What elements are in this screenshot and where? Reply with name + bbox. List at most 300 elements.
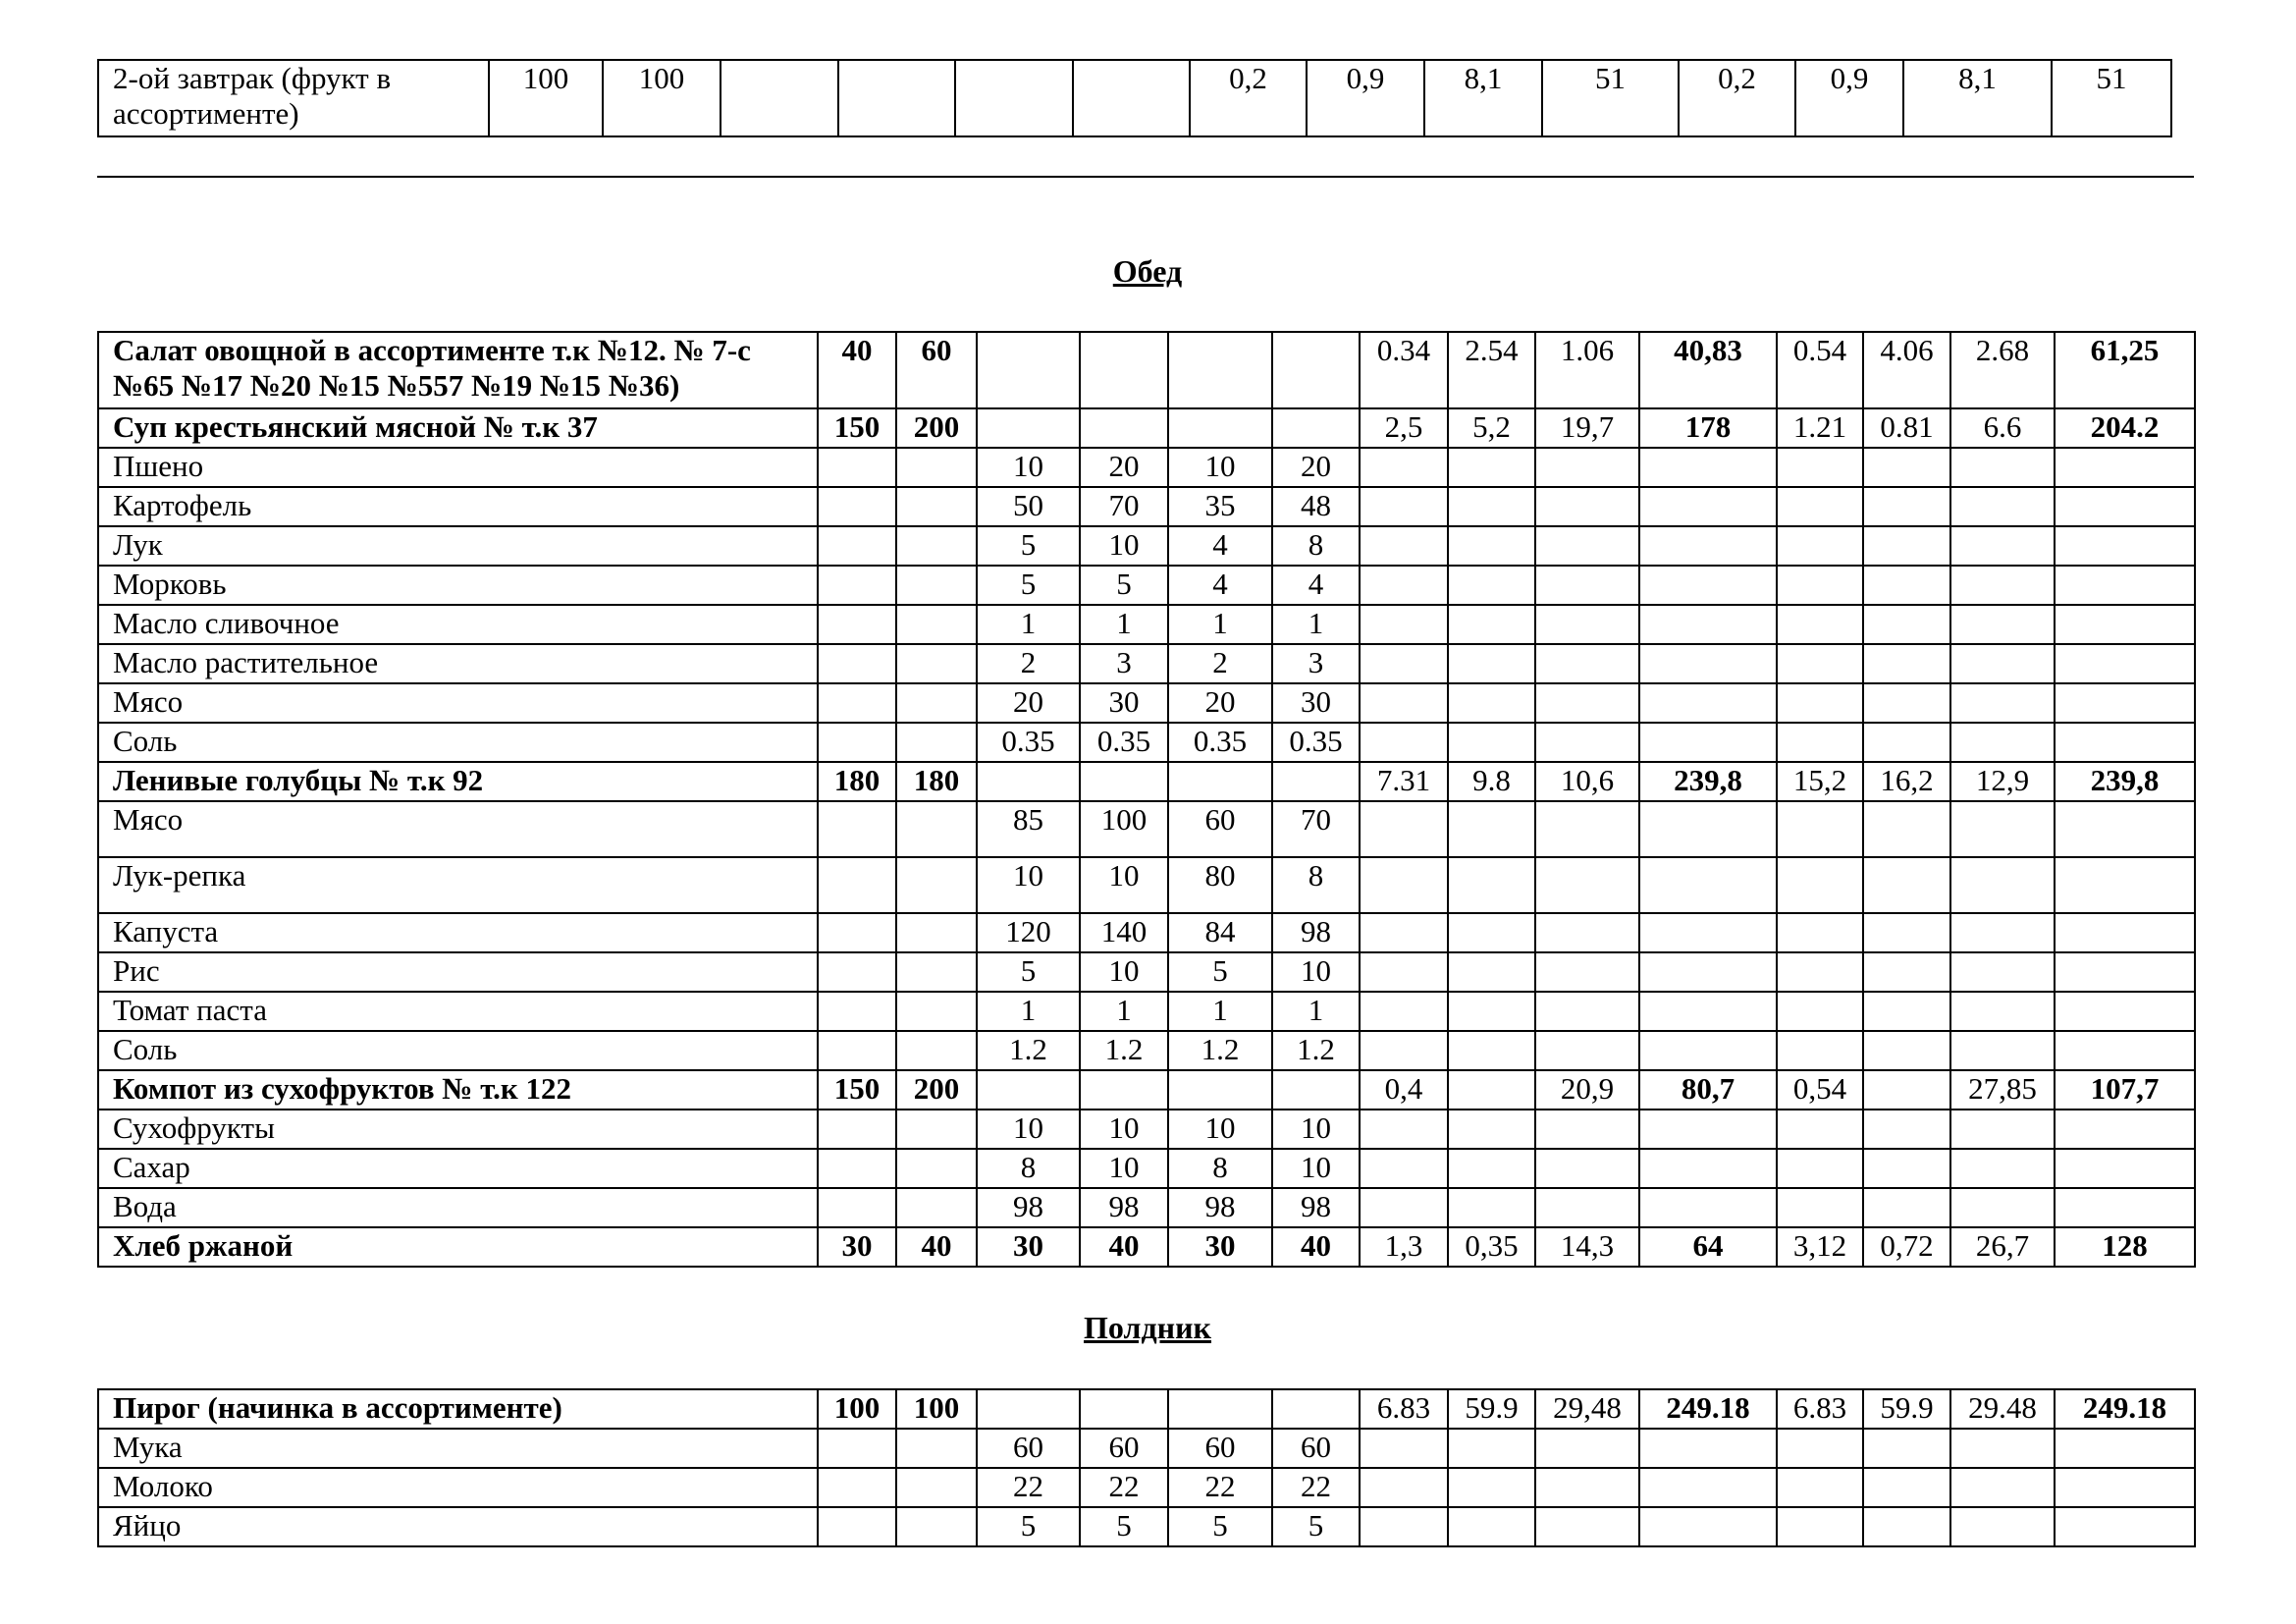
value-cell [1639,1188,1777,1227]
value-cell: 100 [818,1389,896,1429]
value-cell: 0,4 [1360,1070,1448,1110]
dish-name-cell: Мясо [98,801,818,857]
value-cell [955,60,1073,136]
value-cell [1168,762,1272,801]
value-cell [1360,487,1448,526]
value-cell: 19,7 [1535,408,1639,448]
table-row [98,1031,2195,1070]
value-cell: 20 [1272,448,1360,487]
value-cell [1448,644,1535,683]
value-cell: 7.31 [1360,762,1448,801]
value-cell [1360,913,1448,952]
value-cell [1448,1149,1535,1188]
value-cell [1448,1188,1535,1227]
value-cell: 0.35 [1168,723,1272,762]
value-cell: 98 [1080,1188,1168,1227]
value-cell [1448,1070,1535,1110]
value-cell: 100 [1080,801,1168,857]
value-cell [896,1468,977,1507]
value-cell: 10,6 [1535,762,1639,801]
value-cell: 204.2 [2055,408,2195,448]
value-cell [2055,605,2195,644]
value-cell [838,60,955,136]
value-cell [1777,1110,1863,1149]
value-cell [1073,60,1190,136]
value-cell [1777,801,1863,857]
value-cell [1080,1070,1168,1110]
value-cell: 2 [1168,644,1272,683]
snack-table [97,1388,2196,1547]
value-cell [896,857,977,913]
value-cell: 40 [896,1227,977,1267]
table-row [98,913,2195,952]
value-cell: 3,12 [1777,1227,1863,1267]
value-cell [1535,1507,1639,1546]
table-row [98,526,2195,566]
value-cell [1639,644,1777,683]
value-cell [1639,1149,1777,1188]
value-cell: 29.48 [1950,1389,2055,1429]
value-cell [2055,448,2195,487]
value-cell [818,1468,896,1507]
value-cell: 1.2 [1168,1031,1272,1070]
value-cell: 0.34 [1360,332,1448,408]
value-cell [1080,332,1168,408]
value-cell [1777,605,1863,644]
value-cell [1777,1149,1863,1188]
value-cell [1448,1110,1535,1149]
value-cell [1863,526,1950,566]
table-row [98,857,2195,913]
value-cell [896,683,977,723]
value-cell: 1 [977,992,1080,1031]
value-cell [1360,857,1448,913]
value-cell: 1 [1272,992,1360,1031]
value-cell: 1.06 [1535,332,1639,408]
table-row [98,1227,2195,1267]
value-cell [977,762,1080,801]
dish-name-cell: Салат овощной в ассортименте т.к №12. № 7-с №65 №17 №20 №15 №557 №19 №15 №36) [98,332,818,408]
value-cell [1535,1110,1639,1149]
dish-name-cell: Масло сливочное [98,605,818,644]
value-cell [1272,762,1360,801]
value-cell [1272,1389,1360,1429]
value-cell: 5 [977,566,1080,605]
value-cell [896,1507,977,1546]
table-row [98,1110,2195,1149]
value-cell [1639,1507,1777,1546]
section-divider [97,176,2194,178]
value-cell [1360,1110,1448,1149]
value-cell [2055,992,2195,1031]
value-cell [1863,1429,1950,1468]
value-cell [1639,1468,1777,1507]
value-cell: 1 [1272,605,1360,644]
value-cell [1535,857,1639,913]
value-cell [1360,1429,1448,1468]
value-cell: 40 [1080,1227,1168,1267]
value-cell [1360,605,1448,644]
value-cell [1950,1507,2055,1546]
value-cell [1777,1468,1863,1507]
value-cell: 5 [977,952,1080,992]
value-cell [1950,448,2055,487]
dish-name-cell: Пирог (начинка в ассортименте) [98,1389,818,1429]
value-cell [1360,801,1448,857]
value-cell: 180 [896,762,977,801]
table-row [98,1429,2195,1468]
value-cell: 8 [1272,526,1360,566]
value-cell [818,605,896,644]
value-cell: 128 [2055,1227,2195,1267]
dish-name-cell: Капуста [98,913,818,952]
dish-name-cell: Лук [98,526,818,566]
value-cell: 4 [1272,566,1360,605]
value-cell: 98 [1168,1188,1272,1227]
value-cell [1448,487,1535,526]
value-cell [1639,952,1777,992]
value-cell [1448,1031,1535,1070]
value-cell [818,1507,896,1546]
value-cell: 85 [977,801,1080,857]
value-cell: 8,1 [1424,60,1542,136]
value-cell [896,1149,977,1188]
value-cell [1535,801,1639,857]
value-cell: 29,48 [1535,1389,1639,1429]
value-cell: 10 [1168,1110,1272,1149]
value-cell [1950,1149,2055,1188]
value-cell [721,60,838,136]
value-cell [1863,448,1950,487]
value-cell [1448,448,1535,487]
value-cell [1448,605,1535,644]
value-cell [2055,526,2195,566]
value-cell: 60 [896,332,977,408]
value-cell [1639,605,1777,644]
value-cell [1950,487,2055,526]
value-cell: 2.68 [1950,332,2055,408]
value-cell: 20,9 [1535,1070,1639,1110]
value-cell [1360,526,1448,566]
value-cell [1777,1188,1863,1227]
value-cell [1080,1389,1168,1429]
value-cell [818,1188,896,1227]
value-cell: 200 [896,408,977,448]
value-cell: 10 [1272,952,1360,992]
value-cell [2055,857,2195,913]
value-cell [818,992,896,1031]
value-cell: 0,72 [1863,1227,1950,1267]
dish-name-cell: Мука [98,1429,818,1468]
value-cell [818,857,896,913]
value-cell: 64 [1639,1227,1777,1267]
value-cell: 4 [1168,566,1272,605]
value-cell: 26,7 [1950,1227,2055,1267]
value-cell [1950,566,2055,605]
value-cell: 4.06 [1863,332,1950,408]
value-cell [1535,448,1639,487]
value-cell [1535,1429,1639,1468]
value-cell [1535,1031,1639,1070]
value-cell: 60 [1272,1429,1360,1468]
value-cell [1950,644,2055,683]
value-cell [2055,913,2195,952]
value-cell: 1 [1168,605,1272,644]
value-cell [818,952,896,992]
value-cell: 140 [1080,913,1168,952]
value-cell [1863,1468,1950,1507]
value-cell [1080,762,1168,801]
table-row [98,1149,2195,1188]
value-cell: 5 [977,526,1080,566]
value-cell [1448,566,1535,605]
dish-name-cell: Сухофрукты [98,1110,818,1149]
value-cell [1777,487,1863,526]
dish-name-cell: Компот из сухофруктов № т.к 122 [98,1070,818,1110]
value-cell [818,448,896,487]
value-cell [1950,801,2055,857]
value-cell [1777,1507,1863,1546]
value-cell: 30 [818,1227,896,1267]
value-cell: 16,2 [1863,762,1950,801]
value-cell [896,487,977,526]
value-cell: 1 [977,605,1080,644]
table-row [98,1507,2195,1546]
value-cell [1448,1429,1535,1468]
value-cell [1272,332,1360,408]
value-cell [1639,913,1777,952]
value-cell [1168,408,1272,448]
value-cell: 22 [1168,1468,1272,1507]
value-cell: 20 [1168,683,1272,723]
value-cell: 10 [1080,1110,1168,1149]
value-cell: 30 [1080,683,1168,723]
value-cell [1863,683,1950,723]
value-cell [1863,487,1950,526]
value-cell [1777,683,1863,723]
dish-name-cell: Сахар [98,1149,818,1188]
value-cell [1863,1031,1950,1070]
table-row [98,762,2195,801]
value-cell [896,566,977,605]
value-cell [1950,526,2055,566]
value-cell [1639,683,1777,723]
value-cell [1535,1149,1639,1188]
value-cell [1863,952,1950,992]
value-cell [1535,1188,1639,1227]
dish-name-cell: Мясо [98,683,818,723]
value-cell [1777,1031,1863,1070]
value-cell [1360,1149,1448,1188]
dish-name-cell: Ленивые голубцы № т.к 92 [98,762,818,801]
value-cell [2055,801,2195,857]
dish-name-cell: Хлеб ржаной [98,1227,818,1267]
value-cell: 107,7 [2055,1070,2195,1110]
dish-name-cell: Картофель [98,487,818,526]
value-cell: 10 [1080,952,1168,992]
value-cell: 6.6 [1950,408,2055,448]
value-cell [1863,1149,1950,1188]
value-cell [1950,952,2055,992]
dish-name-cell: Морковь [98,566,818,605]
dish-name-cell: Лук-репка [98,857,818,913]
value-cell: 8 [1168,1149,1272,1188]
value-cell [896,992,977,1031]
value-cell [1950,1031,2055,1070]
table-row [98,1070,2195,1110]
value-cell: 5 [1168,952,1272,992]
value-cell [977,1070,1080,1110]
value-cell: 84 [1168,913,1272,952]
value-cell: 30 [1272,683,1360,723]
value-cell [1360,1507,1448,1546]
value-cell [818,801,896,857]
value-cell: 20 [1080,448,1168,487]
value-cell: 1.21 [1777,408,1863,448]
value-cell: 70 [1080,487,1168,526]
value-cell: 22 [1272,1468,1360,1507]
value-cell: 10 [1168,448,1272,487]
value-cell: 5 [1168,1507,1272,1546]
value-cell: 1 [1080,605,1168,644]
value-cell: 4 [1168,526,1272,566]
value-cell [1777,857,1863,913]
value-cell [2055,487,2195,526]
value-cell: 10 [977,857,1080,913]
dish-name-cell: Томат паста [98,992,818,1031]
value-cell: 2 [977,644,1080,683]
value-cell [2055,1149,2195,1188]
value-cell: 98 [977,1188,1080,1227]
value-cell [1448,1507,1535,1546]
value-cell [1448,526,1535,566]
table-row [98,952,2195,992]
value-cell: 9.8 [1448,762,1535,801]
value-cell: 48 [1272,487,1360,526]
value-cell: 0,54 [1777,1070,1863,1110]
value-cell: 0,2 [1679,60,1795,136]
value-cell [1777,952,1863,992]
value-cell [1535,605,1639,644]
value-cell: 5 [1080,566,1168,605]
value-cell: 40 [818,332,896,408]
value-cell [1535,913,1639,952]
value-cell: 8 [977,1149,1080,1188]
value-cell: 150 [818,408,896,448]
value-cell [2055,644,2195,683]
value-cell [1448,857,1535,913]
value-cell [896,1429,977,1468]
value-cell [1950,1429,2055,1468]
dish-name-cell: Яйцо [98,1507,818,1546]
value-cell: 5 [1080,1507,1168,1546]
value-cell [1360,448,1448,487]
value-cell: 5 [977,1507,1080,1546]
value-cell [2055,1507,2195,1546]
value-cell [1777,566,1863,605]
value-cell: 120 [977,913,1080,952]
value-cell: 59.9 [1448,1389,1535,1429]
value-cell [2055,1429,2195,1468]
value-cell [818,487,896,526]
value-cell: 100 [603,60,721,136]
value-cell [1950,1468,2055,1507]
dish-name-cell: 2-ой завтрак (фрукт в ассортименте) [98,60,489,136]
value-cell [1863,605,1950,644]
value-cell [1950,683,2055,723]
value-cell: 60 [1080,1429,1168,1468]
value-cell [2055,952,2195,992]
value-cell: 249.18 [2055,1389,2195,1429]
value-cell: 10 [977,1110,1080,1149]
value-cell: 35 [1168,487,1272,526]
value-cell [818,683,896,723]
value-cell [1639,857,1777,913]
value-cell: 5,2 [1448,408,1535,448]
value-cell [1639,1429,1777,1468]
table-row [98,723,2195,762]
value-cell [818,1429,896,1468]
value-cell [1168,1389,1272,1429]
value-cell [1272,1070,1360,1110]
value-cell: 100 [489,60,603,136]
value-cell: 27,85 [1950,1070,2055,1110]
value-cell [896,723,977,762]
value-cell: 0.35 [977,723,1080,762]
value-cell: 200 [896,1070,977,1110]
value-cell [1777,913,1863,952]
value-cell [1639,801,1777,857]
value-cell [818,644,896,683]
value-cell: 10 [1080,526,1168,566]
table-row [98,1468,2195,1507]
value-cell [1535,992,1639,1031]
value-cell [1360,992,1448,1031]
value-cell: 2.54 [1448,332,1535,408]
value-cell [1863,1110,1950,1149]
lunch-title: Обед [1112,253,1183,289]
value-cell [1950,857,2055,913]
value-cell: 3 [1080,644,1168,683]
value-cell [1777,992,1863,1031]
value-cell [1863,913,1950,952]
value-cell [1448,1468,1535,1507]
table-row [98,644,2195,683]
value-cell [896,526,977,566]
value-cell: 1 [1080,992,1168,1031]
value-cell [1168,1070,1272,1110]
value-cell [1863,857,1950,913]
value-cell [977,1389,1080,1429]
value-cell [1777,526,1863,566]
breakfast2-table [97,59,2172,137]
value-cell [896,913,977,952]
value-cell [1448,992,1535,1031]
table-row [98,487,2195,526]
value-cell: 22 [977,1468,1080,1507]
value-cell [1360,1031,1448,1070]
value-cell: 10 [977,448,1080,487]
value-cell [1360,566,1448,605]
value-cell [1863,1188,1950,1227]
dish-name-cell: Пшено [98,448,818,487]
value-cell: 51 [1542,60,1679,136]
table-row [98,332,2195,408]
value-cell [1272,408,1360,448]
value-cell [1863,1507,1950,1546]
value-cell: 40 [1272,1227,1360,1267]
value-cell [1950,605,2055,644]
